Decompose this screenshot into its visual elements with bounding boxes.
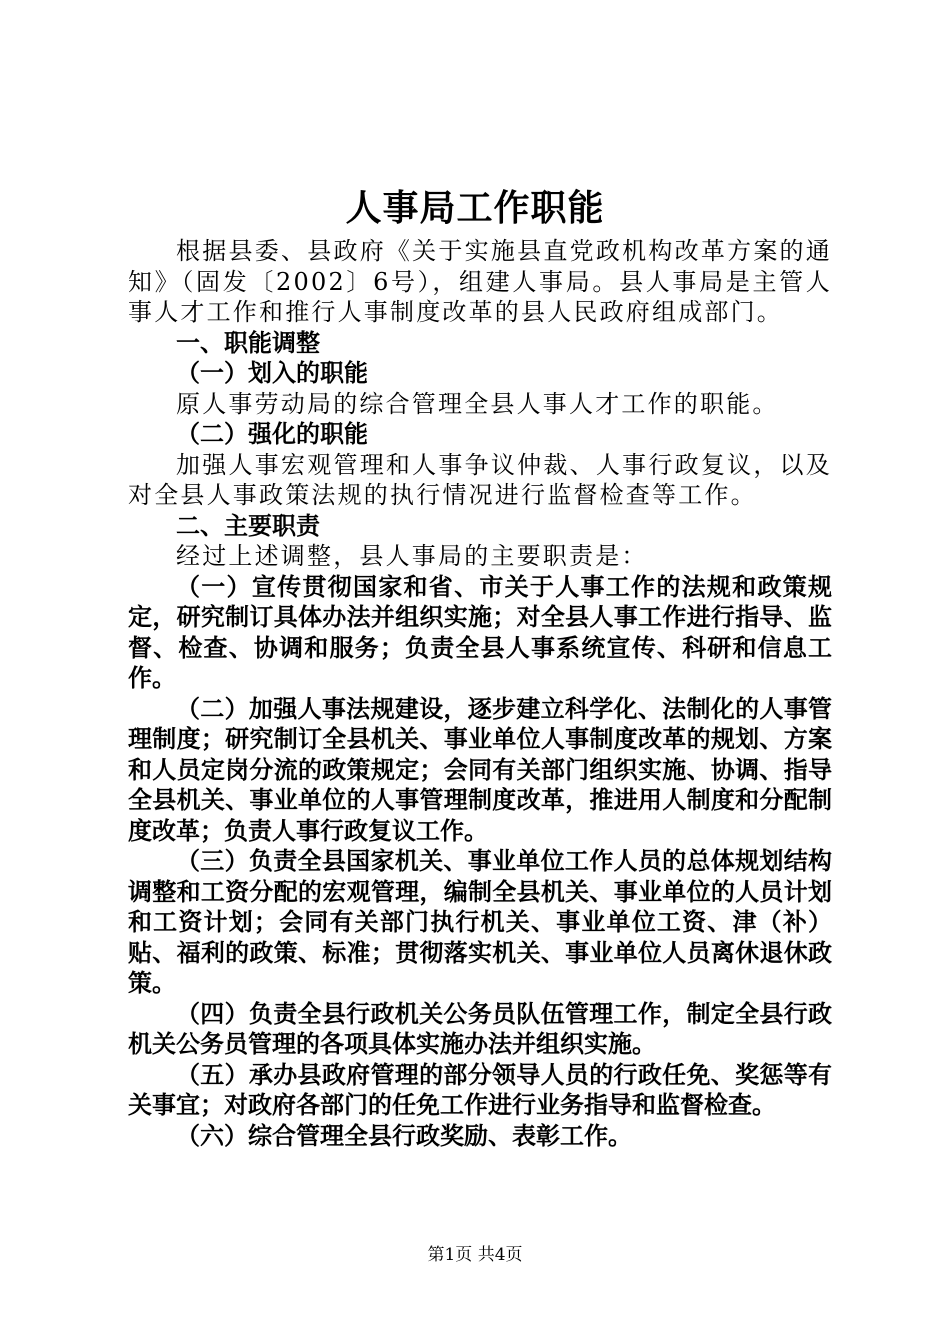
paragraph-duties-intro: 经过上述调整，县人事局的主要职责是： — [176, 542, 648, 570]
page-footer: 第1页 共4页 — [427, 1245, 523, 1265]
duty-item-3: （三）负责全县国家机关、事业单位工作人员的总体规划结构调整和工资分配的宏观管理，编制全县机关、事业单位的人员计划和工资计划；会同有关部门执行机关、事业单位工资、津（补）贴、福利的政策、标准；贯彻落实机关、事业单位人员离休退休政策。 — [128, 846, 832, 997]
paragraph-transferred-functions: 原人事劳动局的综合管理全县人事人才工作的职能。 — [176, 389, 779, 418]
heading-main-duties: 二、主要职责 — [176, 510, 320, 540]
document-title: 人事局工作职能 — [345, 187, 605, 229]
duty-item-4: （四）负责全县行政机关公务员队伍管理工作，制定全县行政机关公务员管理的各项具体实施办法并组织实施。 — [128, 998, 832, 1058]
duty-item-6: （六）综合管理全县行政奖励、表彰工作。 — [176, 1120, 632, 1150]
duty-item-2: （二）加强人事法规建设，逐步建立科学化、法制化的人事管理制度；研究制订全县机关、事业单位人事制度改革的规划、方案和人员定岗分流的政策规定；会同有关部门组织实施、协调、指导全县机关、事业单位的人事管理制度改革，推进用人制度和分配制度改革；负责人事行政复议工作。 — [128, 693, 832, 845]
paragraph-intro: 根据县委、县政府《关于实施县直党政机构改革方案的通知》（固发〔2002〕6号），组建人事局。县人事局是主管人事人才工作和推行人事制度改革的县人民政府组成部门。 — [128, 237, 832, 326]
duty-item-5: （五）承办县政府管理的部分领导人员的行政任免、奖惩等有关事宜；对政府各部门的任免工作进行业务指导和监督检查。 — [128, 1059, 832, 1119]
subheading-transferred-functions: （一）划入的职能 — [176, 358, 368, 387]
paragraph-strengthened-functions: 加强人事宏观管理和人事争议仲裁、人事行政复议，以及对全县人事政策法规的执行情况进行监督检查等工作。 — [128, 450, 832, 509]
subheading-strengthened-functions: （二）强化的职能 — [176, 419, 368, 448]
heading-function-adjustment: 一、职能调整 — [176, 327, 320, 357]
duty-item-1: （一）宣传贯彻国家和省、市关于人事工作的法规和政策规定，研究制订具体办法并组织实施；对全县人事工作进行指导、监督、检查、协调和服务；负责全县人事系统宣传、科研和信息工作。 — [128, 571, 832, 692]
document-body — [128, 236, 832, 1151]
